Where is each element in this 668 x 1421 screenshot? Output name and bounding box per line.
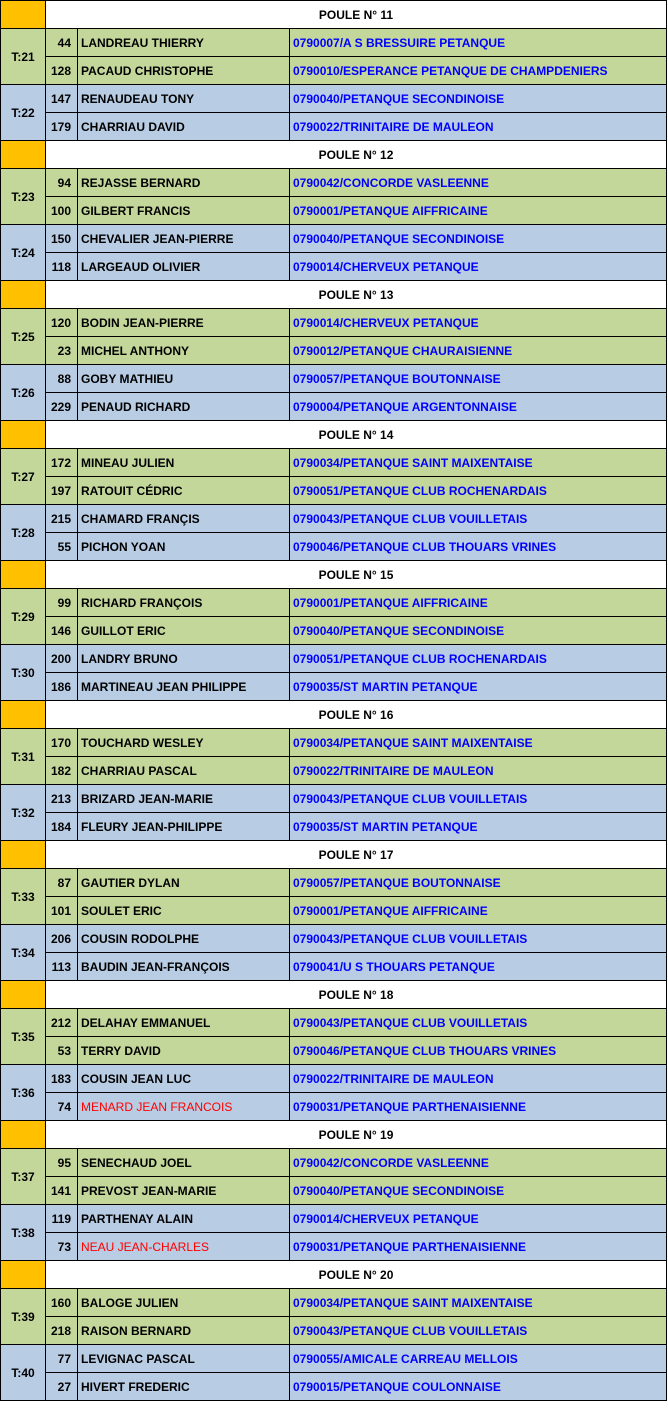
player-row: [1, 813, 667, 841]
player-row: [1, 505, 667, 533]
club-name: 0790010/ESPERANCE PETANQUE DE CHAMPDENIERS: [290, 57, 667, 85]
club-name: 0790035/ST MARTIN PETANQUE: [290, 673, 667, 701]
club-name: 0790041/U S THOUARS PETANQUE: [290, 953, 667, 981]
player-name: GOBY MATHIEU: [78, 365, 290, 393]
player-number: 74: [46, 1093, 78, 1121]
team-label: T:39: [1, 1289, 46, 1345]
poule-corner-cell: [1, 701, 46, 729]
player-name: GILBERT FRANCIS: [78, 197, 290, 225]
poule-header-row: [1, 701, 667, 729]
player-number: 160: [46, 1289, 78, 1317]
club-name: 0790040/PETANQUE SECONDINOISE: [290, 617, 667, 645]
team-label: T:34: [1, 925, 46, 981]
team-label: T:24: [1, 225, 46, 281]
player-name: GAUTIER DYLAN: [78, 869, 290, 897]
poule-corner-cell: [1, 421, 46, 449]
player-row: [1, 1289, 667, 1317]
player-number: 172: [46, 449, 78, 477]
player-row: [1, 1373, 667, 1401]
player-name: REJASSE BERNARD: [78, 169, 290, 197]
player-name: SOULET ERIC: [78, 897, 290, 925]
player-number: 99: [46, 589, 78, 617]
player-row: [1, 1177, 667, 1205]
poule-header-row: [1, 561, 667, 589]
player-number: 215: [46, 505, 78, 533]
player-name: PENAUD RICHARD: [78, 393, 290, 421]
player-name: RATOUIT CÉDRIC: [78, 477, 290, 505]
poule-header-row: [1, 281, 667, 309]
team-label: T:37: [1, 1149, 46, 1205]
player-number: 186: [46, 673, 78, 701]
player-number: 150: [46, 225, 78, 253]
player-name: PARTHENAY ALAIN: [78, 1205, 290, 1233]
player-row: [1, 85, 667, 113]
poule-title: POULE N° 15: [46, 561, 667, 589]
player-name: BRIZARD JEAN-MARIE: [78, 785, 290, 813]
player-number: 94: [46, 169, 78, 197]
player-name: GUILLOT ERIC: [78, 617, 290, 645]
player-number: 206: [46, 925, 78, 953]
player-number: 55: [46, 533, 78, 561]
club-name: 0790057/PETANQUE BOUTONNAISE: [290, 869, 667, 897]
player-row: [1, 393, 667, 421]
poule-corner-cell: [1, 561, 46, 589]
player-number: 118: [46, 253, 78, 281]
player-name: MINEAU JULIEN: [78, 449, 290, 477]
player-number: 141: [46, 1177, 78, 1205]
player-number: 101: [46, 897, 78, 925]
player-number: 53: [46, 1037, 78, 1065]
player-name: PICHON YOAN: [78, 533, 290, 561]
player-number: 170: [46, 729, 78, 757]
club-name: 0790042/CONCORDE VASLEENNE: [290, 169, 667, 197]
club-name: 0790014/CHERVEUX PETANQUE: [290, 253, 667, 281]
player-number: 73: [46, 1233, 78, 1261]
poule-header-row: [1, 421, 667, 449]
player-row: [1, 953, 667, 981]
club-name: 0790040/PETANQUE SECONDINOISE: [290, 1177, 667, 1205]
player-row: [1, 617, 667, 645]
player-row: [1, 757, 667, 785]
poule-title: POULE N° 17: [46, 841, 667, 869]
player-number: 87: [46, 869, 78, 897]
poule-title: POULE N° 20: [46, 1261, 667, 1289]
player-name: DELAHAY EMMANUEL: [78, 1009, 290, 1037]
club-name: 0790004/PETANQUE ARGENTONNAISE: [290, 393, 667, 421]
team-label: T:32: [1, 785, 46, 841]
poule-title: POULE N° 12: [46, 141, 667, 169]
player-number: 146: [46, 617, 78, 645]
player-name: CHARRIAU DAVID: [78, 113, 290, 141]
player-row: [1, 449, 667, 477]
player-row: [1, 673, 667, 701]
player-number: 229: [46, 393, 78, 421]
player-number: 119: [46, 1205, 78, 1233]
club-name: 0790057/PETANQUE BOUTONNAISE: [290, 365, 667, 393]
poule-title: POULE N° 19: [46, 1121, 667, 1149]
player-number: 44: [46, 29, 78, 57]
poule-corner-cell: [1, 1261, 46, 1289]
player-row: [1, 365, 667, 393]
club-name: 0790046/PETANQUE CLUB THOUARS VRINES: [290, 1037, 667, 1065]
team-label: T:28: [1, 505, 46, 561]
poule-title: POULE N° 18: [46, 981, 667, 1009]
club-name: 0790051/PETANQUE CLUB ROCHENARDAIS: [290, 477, 667, 505]
player-row: [1, 57, 667, 85]
player-name: RAISON BERNARD: [78, 1317, 290, 1345]
player-number: 183: [46, 1065, 78, 1093]
player-number: 200: [46, 645, 78, 673]
team-label: T:22: [1, 85, 46, 141]
player-name: CHEVALIER JEAN-PIERRE: [78, 225, 290, 253]
team-label: T:31: [1, 729, 46, 785]
player-row: [1, 337, 667, 365]
player-number: 113: [46, 953, 78, 981]
club-name: 0790001/PETANQUE AIFFRICAINE: [290, 197, 667, 225]
club-name: 0790043/PETANQUE CLUB VOUILLETAIS: [290, 785, 667, 813]
player-number: 95: [46, 1149, 78, 1177]
player-row: [1, 253, 667, 281]
player-name: CHAMARD FRANÇIS: [78, 505, 290, 533]
player-name: MICHEL ANTHONY: [78, 337, 290, 365]
club-name: 0790015/PETANQUE COULONNAISE: [290, 1373, 667, 1401]
team-label: T:40: [1, 1345, 46, 1401]
player-row: [1, 1317, 667, 1345]
club-name: 0790012/PETANQUE CHAURAISIENNE: [290, 337, 667, 365]
team-label: T:38: [1, 1205, 46, 1261]
player-row: [1, 897, 667, 925]
team-label: T:36: [1, 1065, 46, 1121]
club-name: 0790043/PETANQUE CLUB VOUILLETAIS: [290, 1009, 667, 1037]
player-name: PREVOST JEAN-MARIE: [78, 1177, 290, 1205]
poule-corner-cell: [1, 841, 46, 869]
poule-header-row: [1, 141, 667, 169]
club-name: 0790014/CHERVEUX PETANQUE: [290, 1205, 667, 1233]
player-number: 147: [46, 85, 78, 113]
team-label: T:23: [1, 169, 46, 225]
poule-table-body: [1, 1, 667, 1401]
player-name: SENECHAUD JOEL: [78, 1149, 290, 1177]
player-row: [1, 1233, 667, 1261]
poule-header-row: [1, 841, 667, 869]
club-name: 0790035/ST MARTIN PETANQUE: [290, 813, 667, 841]
team-label: T:21: [1, 29, 46, 85]
team-label: T:26: [1, 365, 46, 421]
team-label: T:25: [1, 309, 46, 365]
player-row: [1, 1065, 667, 1093]
player-name: PACAUD CHRISTOPHE: [78, 57, 290, 85]
player-name: COUSIN JEAN LUC: [78, 1065, 290, 1093]
player-row: [1, 1093, 667, 1121]
player-name: MARTINEAU JEAN PHILIPPE: [78, 673, 290, 701]
club-name: 0790034/PETANQUE SAINT MAIXENTAISE: [290, 729, 667, 757]
club-name: 0790022/TRINITAIRE DE MAULEON: [290, 757, 667, 785]
poule-corner-cell: [1, 1121, 46, 1149]
player-number: 184: [46, 813, 78, 841]
player-number: 88: [46, 365, 78, 393]
player-name: TOUCHARD WESLEY: [78, 729, 290, 757]
player-row: [1, 197, 667, 225]
player-name: LARGEAUD OLIVIER: [78, 253, 290, 281]
team-label: T:33: [1, 869, 46, 925]
player-row: [1, 1345, 667, 1373]
club-name: 0790031/PETANQUE PARTHENAISIENNE: [290, 1233, 667, 1261]
player-row: [1, 1149, 667, 1177]
poule-corner-cell: [1, 141, 46, 169]
club-name: 0790051/PETANQUE CLUB ROCHENARDAIS: [290, 645, 667, 673]
player-row: [1, 169, 667, 197]
player-number: 197: [46, 477, 78, 505]
player-row: [1, 113, 667, 141]
player-number: 212: [46, 1009, 78, 1037]
player-name: LANDRY BRUNO: [78, 645, 290, 673]
player-number: 23: [46, 337, 78, 365]
player-number: 182: [46, 757, 78, 785]
player-number: 100: [46, 197, 78, 225]
player-name: HIVERT FREDERIC: [78, 1373, 290, 1401]
player-name: BAUDIN JEAN-FRANÇOIS: [78, 953, 290, 981]
club-name: 0790043/PETANQUE CLUB VOUILLETAIS: [290, 1317, 667, 1345]
player-name: LANDREAU THIERRY: [78, 29, 290, 57]
player-number: 77: [46, 1345, 78, 1373]
poule-corner-cell: [1, 1, 46, 29]
team-label: T:29: [1, 589, 46, 645]
poule-title: POULE N° 13: [46, 281, 667, 309]
club-name: 0790055/AMICALE CARREAU MELLOIS: [290, 1345, 667, 1373]
player-row: [1, 1009, 667, 1037]
player-row: [1, 477, 667, 505]
club-name: 0790046/PETANQUE CLUB THOUARS VRINES: [290, 533, 667, 561]
player-number: 218: [46, 1317, 78, 1345]
club-name: 0790043/PETANQUE CLUB VOUILLETAIS: [290, 505, 667, 533]
player-name: RENAUDEAU TONY: [78, 85, 290, 113]
club-name: 0790007/A S BRESSUIRE PETANQUE: [290, 29, 667, 57]
poule-corner-cell: [1, 281, 46, 309]
player-row: [1, 1205, 667, 1233]
player-number: 179: [46, 113, 78, 141]
player-name: TERRY DAVID: [78, 1037, 290, 1065]
team-label: T:27: [1, 449, 46, 505]
club-name: 0790040/PETANQUE SECONDINOISE: [290, 225, 667, 253]
player-number: 213: [46, 785, 78, 813]
poule-title: POULE N° 16: [46, 701, 667, 729]
club-name: 0790043/PETANQUE CLUB VOUILLETAIS: [290, 925, 667, 953]
player-row: [1, 729, 667, 757]
player-name: NEAU JEAN-CHARLES: [78, 1233, 290, 1261]
club-name: 0790042/CONCORDE VASLEENNE: [290, 1149, 667, 1177]
poule-title: POULE N° 11: [46, 1, 667, 29]
player-row: [1, 785, 667, 813]
club-name: 0790022/TRINITAIRE DE MAULEON: [290, 113, 667, 141]
club-name: 0790022/TRINITAIRE DE MAULEON: [290, 1065, 667, 1093]
poule-corner-cell: [1, 981, 46, 1009]
player-number: 128: [46, 57, 78, 85]
player-row: [1, 225, 667, 253]
poule-header-row: [1, 1121, 667, 1149]
player-name: FLEURY JEAN-PHILIPPE: [78, 813, 290, 841]
club-name: 0790034/PETANQUE SAINT MAIXENTAISE: [290, 1289, 667, 1317]
club-name: 0790031/PETANQUE PARTHENAISIENNE: [290, 1093, 667, 1121]
player-row: [1, 589, 667, 617]
player-row: [1, 533, 667, 561]
poule-header-row: [1, 981, 667, 1009]
poule-title: POULE N° 14: [46, 421, 667, 449]
player-name: CHARRIAU PASCAL: [78, 757, 290, 785]
player-row: [1, 645, 667, 673]
player-row: [1, 309, 667, 337]
player-name: LEVIGNAC PASCAL: [78, 1345, 290, 1373]
club-name: 0790001/PETANQUE AIFFRICAINE: [290, 897, 667, 925]
club-name: 0790001/PETANQUE AIFFRICAINE: [290, 589, 667, 617]
player-number: 27: [46, 1373, 78, 1401]
player-row: [1, 29, 667, 57]
club-name: 0790014/CHERVEUX PETANQUE: [290, 309, 667, 337]
player-row: [1, 869, 667, 897]
player-row: [1, 925, 667, 953]
player-name: MENARD JEAN FRANCOIS: [78, 1093, 290, 1121]
club-name: 0790034/PETANQUE SAINT MAIXENTAISE: [290, 449, 667, 477]
player-name: BALOGE JULIEN: [78, 1289, 290, 1317]
poule-header-row: [1, 1, 667, 29]
team-label: T:30: [1, 645, 46, 701]
club-name: 0790040/PETANQUE SECONDINOISE: [290, 85, 667, 113]
player-name: BODIN JEAN-PIERRE: [78, 309, 290, 337]
poule-header-row: [1, 1261, 667, 1289]
player-number: 120: [46, 309, 78, 337]
player-name: COUSIN RODOLPHE: [78, 925, 290, 953]
team-label: T:35: [1, 1009, 46, 1065]
player-name: RICHARD FRANÇOIS: [78, 589, 290, 617]
player-row: [1, 1037, 667, 1065]
